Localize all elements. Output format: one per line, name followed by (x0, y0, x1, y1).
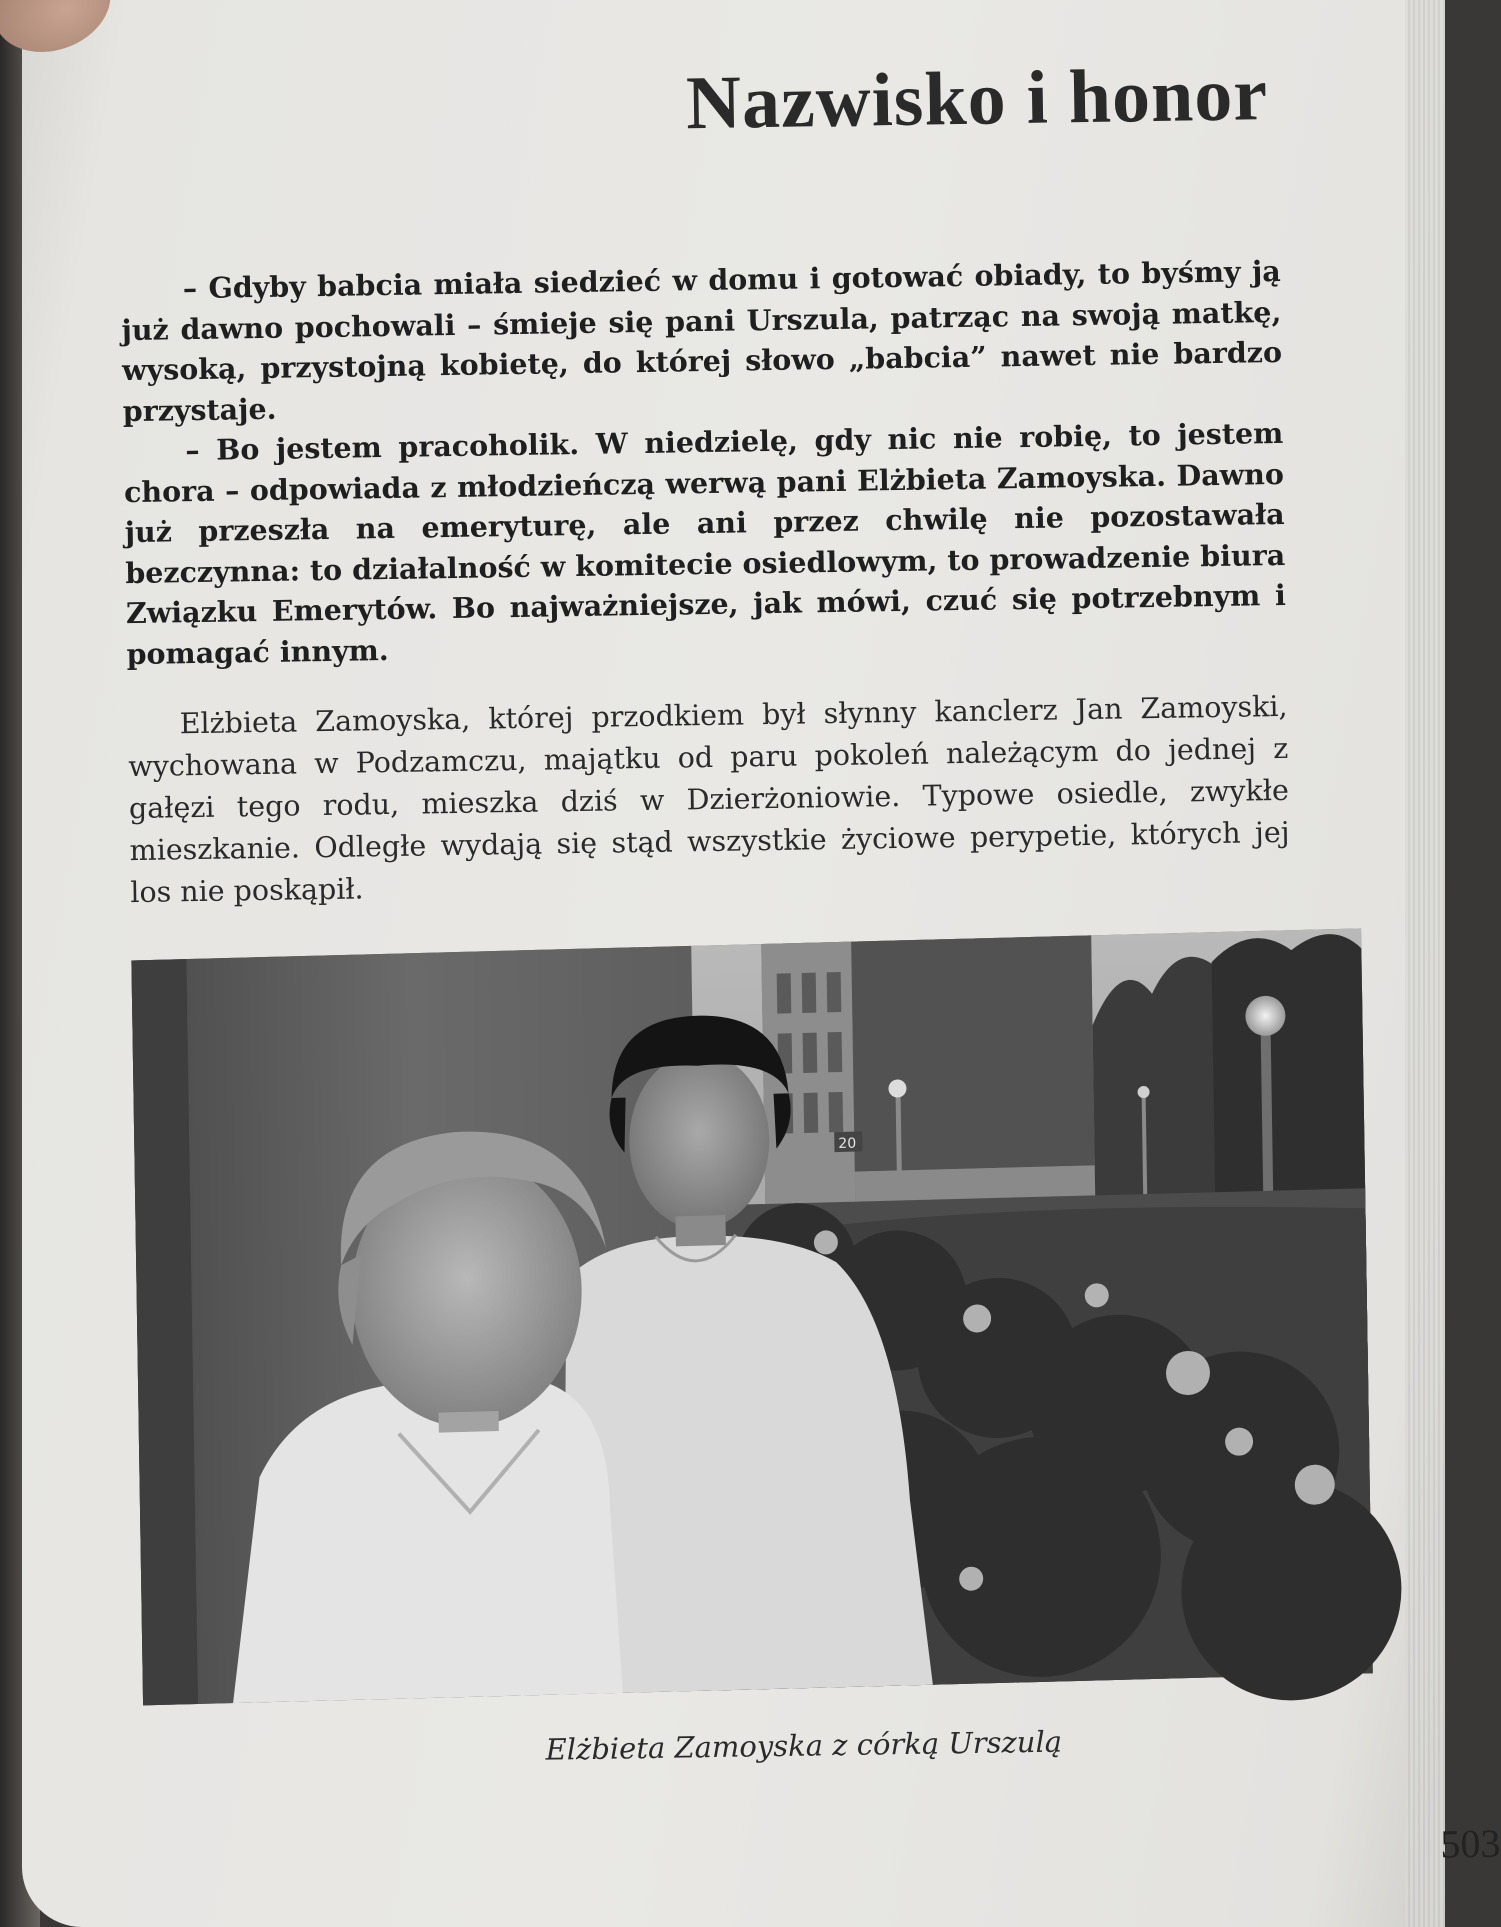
photo-caption: Elżbieta Zamoyska z córką Urszulą (545, 1724, 1063, 1767)
page-number: 503 (1440, 1820, 1501, 1867)
body-paragraph-1: Elżbieta Zamoyska, której przodkiem był słynny kanclerz Jan Zamoyski, wychowana w Podzamczu, majątku od paru pokoleń należącym do jednej z gałęzi tego rodu, mieszka dziś w Dzierżoniowie. Typowe osiedle, zwykłe mieszkanie. Odległe wydają się stąd wszystkie życiowe perypetie, których jej los nie poskąpił. (128, 689, 1290, 910)
chapter-title: Nazwisko i honor (685, 52, 1269, 146)
building-number: 20 (838, 1135, 857, 1153)
photograph-image (131, 928, 1372, 1705)
book-page (22, 0, 1501, 1927)
page-content (117, 31, 1501, 1889)
intro-paragraph-1: – Gdyby babcia miała siedzieć w domu i gotować obiady, to byśmy ją już dawno pochowali – śmieje się pani Urszula, patrząc na swoją matkę, wysoką, przystojną kobietę, do której słowo „babcia” nawet nie bardzo przystaje. (121, 253, 1283, 428)
body-section (127, 686, 1290, 914)
intro-paragraph-2: – Bo jestem pracoholik. W niedzielę, gdy nic nie robię, to jestem chora – odpowiada z młodzieńczą werwą pani Elżbieta Zamoyska. Dawno już przeszła na emeryturę, ale ani przez chwilę nie pozostawała bezczynna: to działalność w komitecie osiedlowym, to prowadzenie biura Związku Emerytów. Bo najważniejsze, jak mówi, czuć się potrzebnym i pomagać innym. (123, 415, 1287, 671)
page-edge-stack (1405, 0, 1445, 1927)
intro-section (121, 251, 1287, 674)
photograph (131, 928, 1372, 1705)
